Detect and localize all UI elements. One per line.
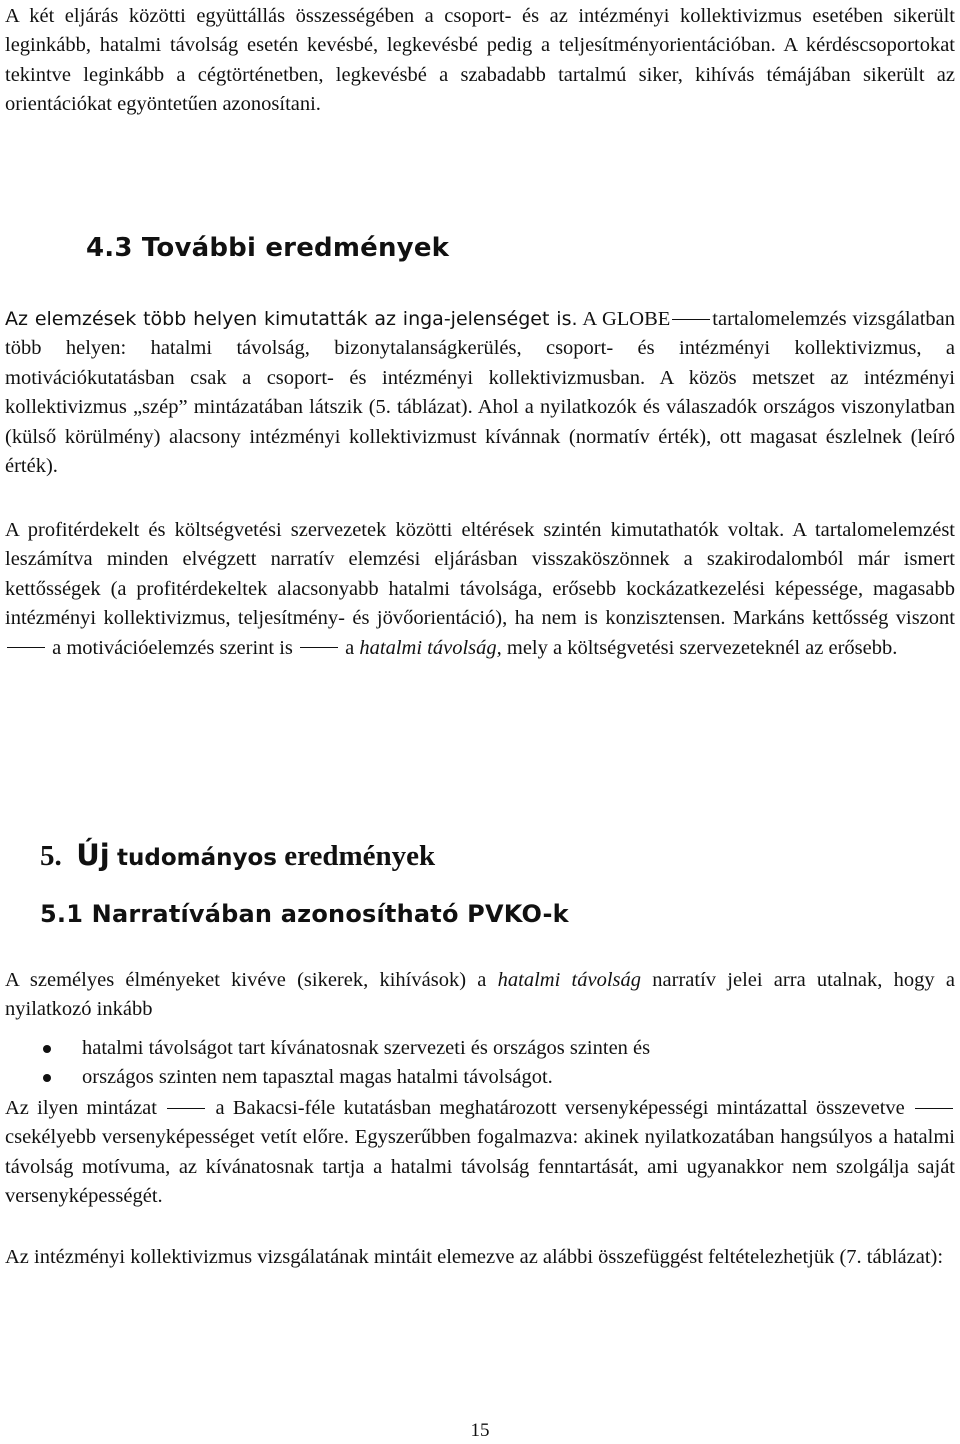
paragraph-profit-italic: hatalmi távolság, bbox=[359, 636, 502, 659]
em-dash bbox=[7, 647, 45, 648]
section-heading-5 bbox=[40, 838, 435, 873]
paragraph-narrative-text-b: narratív jelei arra utalnak, hogy a nyilatkozó inkább bbox=[5, 969, 955, 1021]
page-number: 15 bbox=[470, 1420, 490, 1441]
em-dash bbox=[915, 1108, 953, 1109]
section-heading-5-1: 5.1 Narratívában azonosítható PVKO-k bbox=[40, 900, 569, 928]
em-dash bbox=[672, 319, 710, 320]
list-item bbox=[5, 1063, 650, 1092]
em-dash bbox=[300, 647, 338, 648]
section-5-word-2: tudományos bbox=[117, 845, 277, 871]
paragraph-inga-text-b: tartalomelemzés vizsgálatban több helyen: hatalmi távolság, bizonytalanságkerülés, csoport- és intézményi kollektivizmus, a motivációkutatásban csak a csoport- és intézményi kollektivizmusban. A közös metszet az intézményi kollektivizmus „szép” mintázatában látszik (5. táblázat). Ahol a nyilatkozók és válaszadók országos viszonylatban (külső körülmény) alacsony intézményi kollektivizmust kívánnak (normatív érték), ott magasat észlelnek (leíró érték). bbox=[5, 308, 956, 478]
paragraph-pattern-text-a: Az ilyen mintázat bbox=[5, 1097, 157, 1119]
paragraph-narrative-italic: hatalmi távolság bbox=[497, 969, 642, 991]
bullet-list bbox=[5, 1034, 650, 1093]
paragraph-pattern-text-b: a Bakacsi-féle kutatásban meghatározott versenyképességi mintázattal összevetve bbox=[215, 1097, 905, 1119]
list-item-text: országos szinten nem tapasztal magas hatalmi távolságot. bbox=[82, 1066, 553, 1089]
paragraph-collectivism: Az intézményi kollektivizmus vizsgálatának mintáit elemezve az alábbi összefüggést feltételezhetjük (7. táblázat): bbox=[5, 1246, 944, 1268]
paragraph-profit-text-a: A profitérdekelt és költségvetési szervezetek közötti eltérések szintén kimutathatók voltak. A tartalomelemzést leszámítva minden elvégzett narratív elemzési eljárásban visszaköszönnek a szakirodalomból már ismert kettősségek (a profitérdekeltek alacsonyabb hatalmi távolsága, erősebb kockázatkezelési képessége, magasabb intézményi kollektivizmus, teljesítmény- és jövőorientáció), ha nem is konzisztensen. Markáns kettősség viszont bbox=[5, 519, 955, 630]
paragraph-profit-text-b: a motivációelemzés szerint is bbox=[52, 636, 293, 659]
paragraph-summary: A két eljárás közötti együttállás összességében a csoport- és az intézményi kollektivizmus esetében sikerült leginkább, hatalmi távolság esetén kevésbé, legkevésbé pedig a teljesítményorientációban. A kérdéscsoportokat tekintve leginkább a cégtörténetben, legkevésbé a szabadabb tartalmú siker, kihívás témájában sikerült az orientációkat egyöntetűen azonosítani. bbox=[5, 5, 955, 116]
bullet-icon bbox=[43, 1045, 51, 1053]
paragraph-profit-text-c: a bbox=[345, 636, 355, 659]
bullet-icon bbox=[43, 1074, 51, 1082]
list-item-text: hatalmi távolságot tart kívánatosnak szervezeti és országos szinten és bbox=[82, 1037, 651, 1059]
paragraph-inga-text-a: A GLOBE bbox=[577, 308, 671, 330]
em-dash bbox=[167, 1108, 205, 1109]
paragraph-pattern-text-c: csekélyebb versenyképességet vetít előre. Egyszerűbben fogalmazva: akinek nyilatkozatában hangsúlyos a hatalmi távolság motívuma, az kívánatosnak tartja a hatalmi távolság fenntartását, ami ugyanakkor nem szolgálja saját versenyképességét. bbox=[5, 1126, 955, 1208]
paragraph-profit bbox=[5, 516, 955, 663]
paragraph-inga bbox=[5, 305, 955, 481]
list-item bbox=[5, 1034, 650, 1063]
paragraph-inga-sans-text: Az elemzések több helyen kimutatták az inga-jelenséget is. bbox=[5, 308, 578, 330]
paragraph-narrative bbox=[5, 966, 955, 1025]
paragraph-pattern bbox=[5, 1094, 955, 1212]
paragraph-profit-text-d: mely a költségvetési szervezeteknél az erősebb. bbox=[501, 636, 898, 659]
section-5-word-1: Új bbox=[76, 838, 110, 872]
section-5-number: 5. bbox=[40, 840, 62, 872]
section-heading-4-3: 4.3 További eredmények bbox=[86, 233, 450, 263]
section-5-word-3: eredmények bbox=[284, 840, 436, 872]
paragraph-narrative-text-a: A személyes élményeket kivéve (sikerek, kihívások) a bbox=[5, 969, 498, 991]
